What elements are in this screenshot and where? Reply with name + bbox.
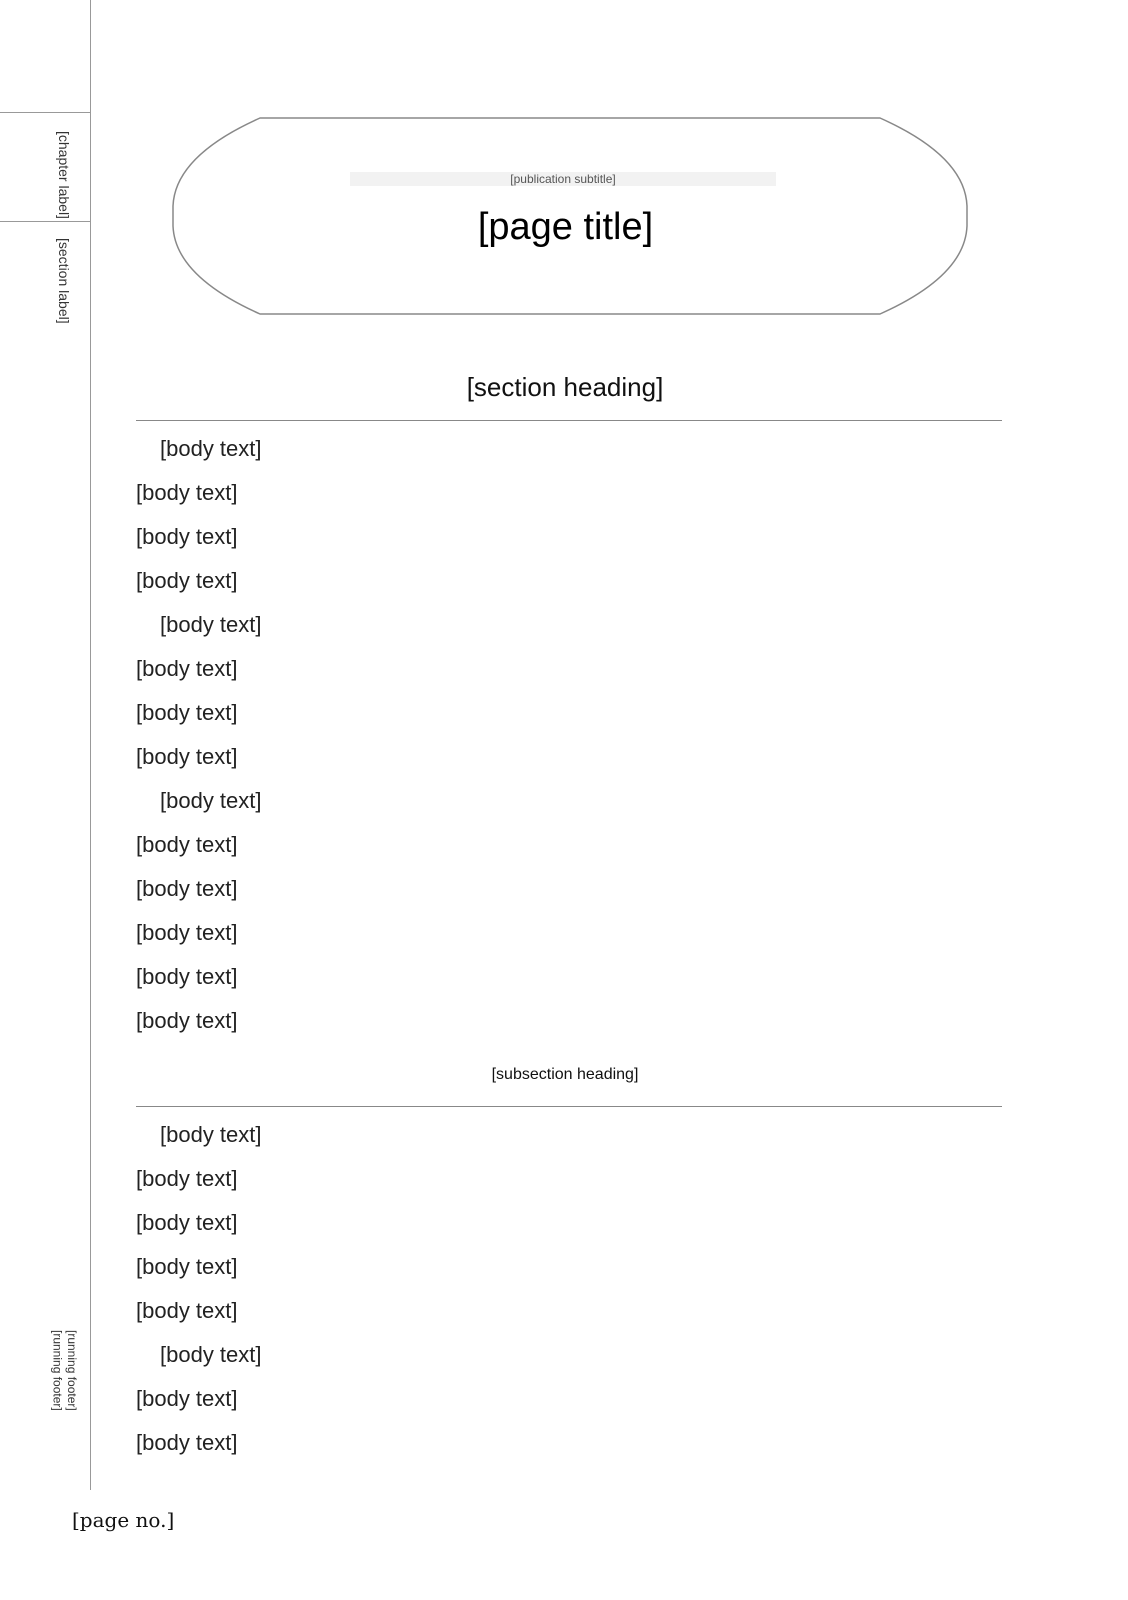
body-line: [body text] xyxy=(136,832,238,857)
body-line: [body text] xyxy=(160,1122,262,1147)
publication-subtitle: [publication subtitle] xyxy=(350,172,776,186)
section-2-rule xyxy=(136,1106,1002,1107)
running-footer-line-1: [running footer] xyxy=(64,1330,79,1411)
page-spine-line xyxy=(90,0,91,1490)
body-line: [body text] xyxy=(136,568,238,593)
chapter-tab xyxy=(0,112,90,222)
body-line: [body text] xyxy=(136,480,238,505)
body-line: [body text] xyxy=(160,1342,262,1367)
body-line: [body text] xyxy=(136,964,238,989)
body-line: [body text] xyxy=(160,436,262,461)
body-line: [body text] xyxy=(136,1008,238,1033)
body-line: [body text] xyxy=(160,612,262,637)
section-2-heading: [subsection heading] xyxy=(491,1066,639,1083)
running-footer-line-2: [running footer] xyxy=(50,1330,65,1411)
body-line: [body text] xyxy=(136,1254,238,1279)
section-2-paragraph xyxy=(136,1113,1002,1465)
body-line: [body text] xyxy=(136,656,238,681)
body-line: [body text] xyxy=(136,700,238,725)
body-line: [body text] xyxy=(136,744,238,769)
section-1-rule xyxy=(136,420,1002,421)
running-footer xyxy=(50,1330,79,1411)
body-line: [body text] xyxy=(136,920,238,945)
body-line: [body text] xyxy=(136,876,238,901)
body-line: [body text] xyxy=(136,524,238,549)
body-line: [body text] xyxy=(136,1298,238,1323)
section-1-paragraph xyxy=(136,427,1002,1043)
body-line: [body text] xyxy=(160,788,262,813)
page-number: [page no.] xyxy=(72,1508,175,1532)
page-title: [page title] xyxy=(477,206,654,248)
body-line: [body text] xyxy=(136,1430,238,1455)
body-line: [body text] xyxy=(136,1386,238,1411)
body-line: [body text] xyxy=(136,1210,238,1235)
body-line: [body text] xyxy=(136,1166,238,1191)
edition-label: [section label] xyxy=(56,238,72,324)
section-1-heading: [section heading] xyxy=(466,372,664,402)
chapter-label: [chapter label] xyxy=(56,131,72,219)
